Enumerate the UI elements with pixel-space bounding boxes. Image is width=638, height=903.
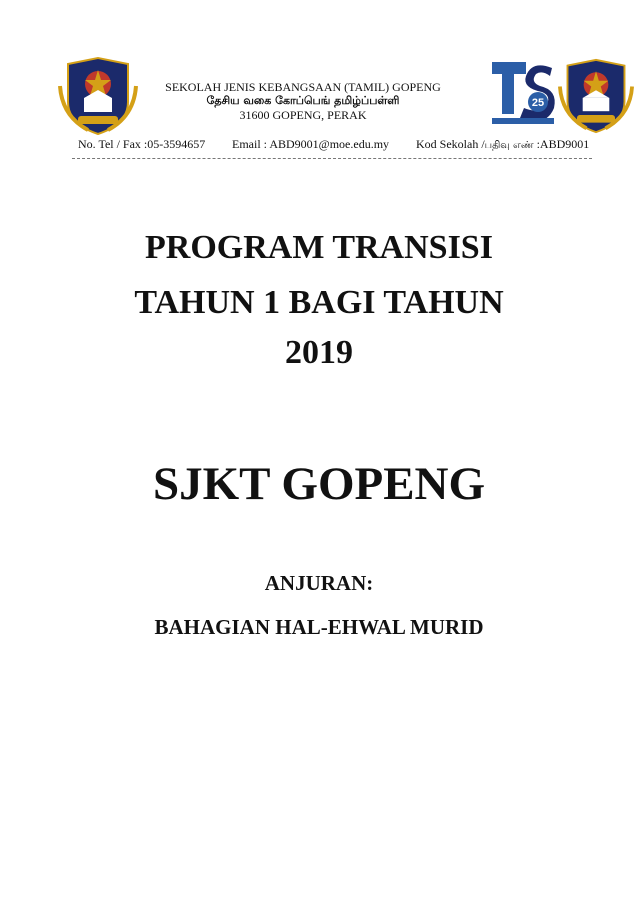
school-name-tamil: தேசிய வகை கோப்பெங் தமிழ்ப்பள்ளி [206, 94, 400, 107]
header-divider [72, 158, 592, 159]
school-code-label: Kod Sekolah / [416, 137, 485, 151]
school-code-value: :ABD9001 [536, 137, 590, 151]
school-address: 31600 GOPENG, PERAK [239, 108, 367, 122]
organizer-name: BAHAGIAN HAL-EHWAL MURID [154, 615, 484, 639]
contact-email: Email : ABD9001@moe.edu.my [232, 137, 390, 151]
ts25-logo [486, 54, 560, 130]
organizer-label: ANJURAN: [264, 571, 374, 595]
school-name: SEKOLAH JENIS KEBANGSAAN (TAMIL) GOPENG [165, 80, 441, 94]
ts-badge-number: 25 [531, 97, 545, 109]
contact-tel-fax: No. Tel / Fax :05-3594657 [78, 137, 206, 151]
school-short-name: SJKT GOPENG [152, 458, 486, 510]
school-code-label-tamil: பதிவு எண் [484, 140, 534, 151]
school-crest-logo-left [58, 56, 138, 136]
school-crest-logo-right [558, 56, 634, 136]
document-title-line-3: 2019 [285, 334, 353, 371]
document-title-line-2: TAHUN 1 BAGI TAHUN [134, 284, 504, 321]
document-title-line-1: PROGRAM TRANSISI [145, 229, 493, 266]
contact-school-code [416, 137, 589, 153]
